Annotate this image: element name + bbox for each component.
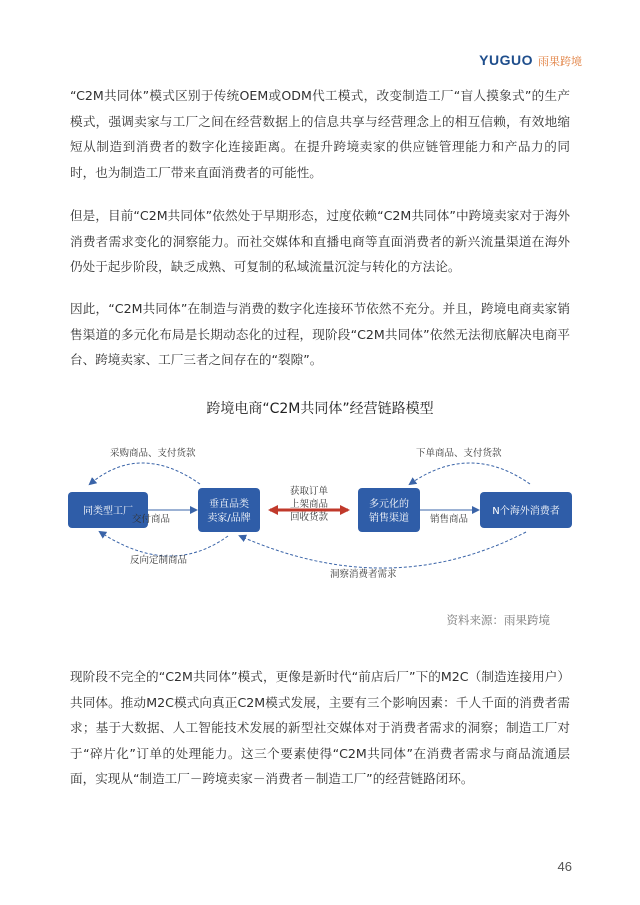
label-reverse: 反向定制商品 (130, 555, 188, 566)
box-seller-text-1: 垂直品类 (209, 499, 249, 510)
box-consumer-text: N个海外消费者 (492, 506, 560, 517)
box-channel (358, 488, 420, 532)
label-mid-1: 获取订单 (289, 486, 329, 497)
label-purchase: 采购商品、支付货款 (110, 448, 196, 459)
paragraph-3: 因此，“C2M共同体”在制造与消费的数字化连接环节依然不充分。并且，跨境电商卖家销售渠道的多元化布局是长期动态化的过程，现阶段“C2M共同体”依然无法彻底解决电商平台、跨境卖家、工厂三者之间存在的“裂隙”。 (70, 301, 570, 367)
brand-logo (479, 52, 582, 69)
arrow-order (410, 463, 530, 484)
arrow-reverse (100, 532, 228, 556)
logo-text-zh: 雨果跨境 (538, 55, 582, 68)
arrow-purchase (90, 463, 200, 484)
box-channel-text-2: 销售渠道 (369, 513, 409, 524)
label-order: 下单商品、支付货款 (416, 448, 502, 459)
label-deliver: 交付商品 (132, 514, 171, 525)
box-channel-text-1: 多元化的 (369, 499, 409, 510)
label-mid-2: 上架商品 (289, 499, 329, 510)
paragraph-4: 现阶段不完全的“C2M共同体”模式，更像是新时代“前店后厂”下的M2C（制造连接用户）共同体。推动M2C模式向真正C2M模式发展，主要有三个影响因素：千人千面的消费者需求；基于大数据、人工智能技术发展的新型社交媒体对于消费者需求的洞察；制造工厂对于“碎片化”订单的处理能力。这三个要素使得“C2M共同体”在消费者需求与商品流通层面，实现从“制造工厂－跨境卖家－消费者－制造工厂”的经营链路闭环。 (70, 669, 570, 786)
box-seller-text-2: 卖家/品牌 (207, 513, 251, 524)
paragraph-1: “C2M共同体”模式区别于传统OEM或ODM代工模式，改变制造工厂“盲人摸象式”的生产模式，强调卖家与工厂之间在经营数据上的信息共享与经营理念上的相互信赖，有效地缩短从制造到消费者的数字化连接距离。在提升跨境卖家的供应链管理能力和产品力的同时，也为制造工厂带来直面消费者的可能性。 (70, 88, 570, 180)
figure-title: 跨境电商“C2M共同体”经营链路模型 (206, 401, 434, 417)
figure-source: 资料来源：雨果跨境 (446, 613, 550, 627)
c2m-chain-diagram (60, 440, 580, 590)
label-insight: 洞察消费者需求 (330, 569, 397, 580)
arrow-insight (240, 532, 526, 568)
label-sell: 销售商品 (430, 514, 469, 525)
box-seller (198, 488, 260, 532)
paragraph-2: 但是，目前“C2M共同体”依然处于早期形态，过度依赖“C2M共同体”中跨境卖家对于海外消费者需求变化的洞察能力。而社交媒体和直播电商等直面消费者的新兴流量渠道在海外仍处于起步阶段，缺乏成熟、可复制的私域流量沉淀与转化的方法论。 (70, 208, 570, 274)
page-number: 46 (557, 859, 572, 874)
box-factory-text: 同类型工厂 (83, 506, 133, 517)
label-mid-3: 回收货款 (289, 512, 329, 523)
logo-text-en: YUGUO (479, 52, 533, 68)
